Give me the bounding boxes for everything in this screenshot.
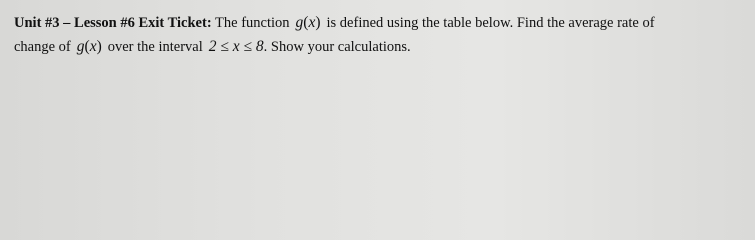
ticket-line-2 bbox=[14, 38, 411, 56]
interval-notation: 2 ≤ x ≤ 8 bbox=[208, 38, 264, 55]
ticket-text: change of bbox=[14, 39, 71, 55]
ticket-text: over the interval bbox=[107, 39, 203, 55]
ticket-text: . Show your calculations. bbox=[263, 39, 411, 55]
function-notation: g(x) bbox=[76, 38, 102, 55]
function-notation: g(x) bbox=[295, 14, 321, 31]
ticket-text: The function bbox=[215, 15, 290, 31]
ticket-text: is defined using the table below. Find the average rate of bbox=[326, 15, 655, 31]
ticket-line-1 bbox=[14, 14, 655, 32]
ticket-header: Unit #3 – Lesson #6 Exit Ticket: bbox=[14, 15, 212, 31]
